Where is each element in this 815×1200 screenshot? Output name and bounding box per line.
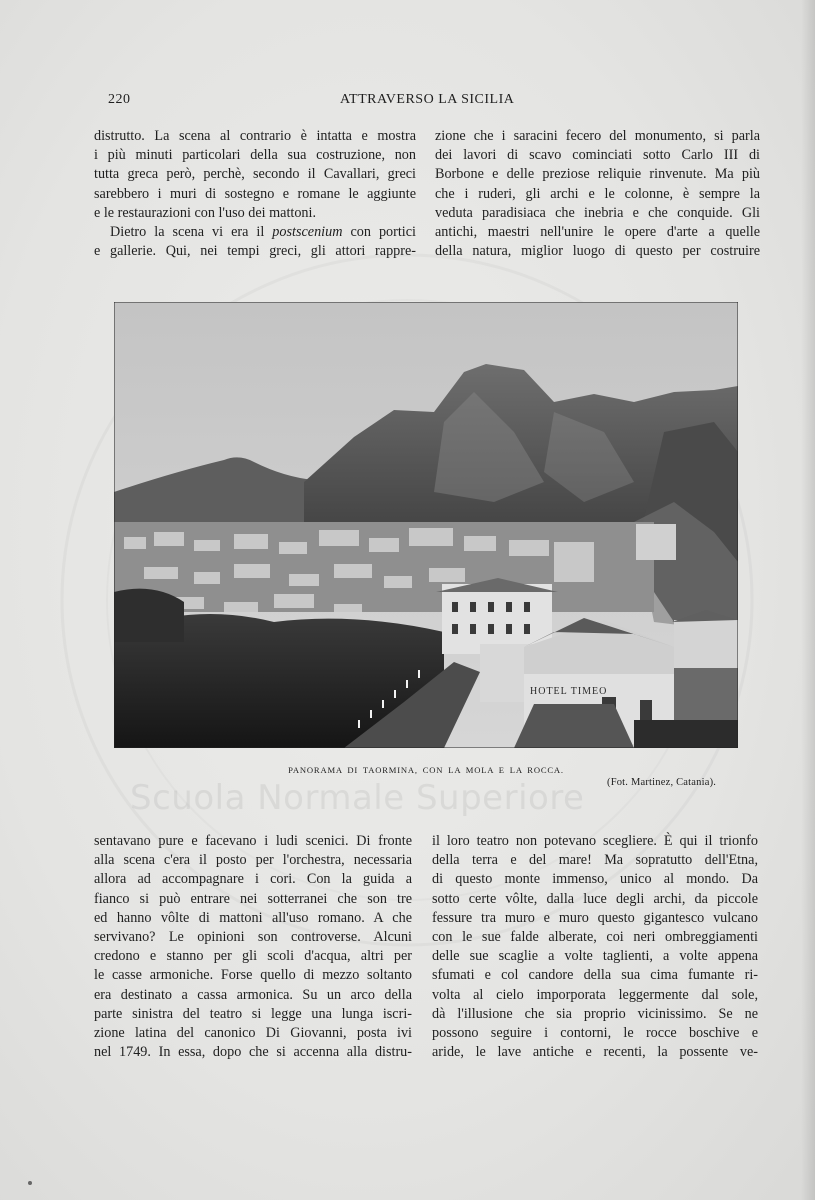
text-line: antichi, maestri nell'unire le opere d'arte a quelle [435, 224, 760, 241]
figure-caption: PANORAMA DI TAORMINA, CON LA MOLA E LA ROCCA. [288, 765, 564, 775]
page-number: 220 [108, 92, 131, 107]
text-line: servivano? Le opinioni son controverse. Alcuni [94, 929, 412, 946]
text-column-top-left [94, 127, 416, 261]
text-line: e gallerie. Qui, nei tempi greci, gli attori rappre- [94, 243, 416, 260]
text-line: nel 1749. In essa, dopo che si accenna alla distru- [94, 1044, 412, 1061]
text-line: delle sue scaglie a volte taglienti, a volte appena [432, 948, 758, 965]
text-line: della terra e del mare! Ma sopratutto dell'Etna, [432, 852, 758, 869]
hotel-sign: HOTEL TIMEO [530, 686, 608, 697]
library-watermark: Scuola Normale Superiore [130, 778, 585, 818]
text-line: allora ad accompagnare i cori. Con la guida a [94, 871, 412, 888]
text-line: parte sinistra del teatro si legge una lunga iscri- [94, 1005, 412, 1022]
text-column-top-right [435, 127, 760, 261]
text-line: zione latina del canonico Di Giovanni, posta ivi [94, 1025, 412, 1042]
paper-speck [28, 1181, 32, 1185]
text-line: dei lavori di scavo cominciati sotto Carlo III di [435, 147, 760, 164]
text-column-bottom-left [94, 832, 412, 1062]
text-line: di questo monte immenso, unico al mondo. Da [432, 871, 758, 888]
running-title: ATTRAVERSO LA SICILIA [340, 92, 515, 107]
text-line: il loro teatro non potevano scegliere. È qui il trionfo [432, 833, 758, 849]
text-line: sfumati e col candore della sua cima fumante ri- [432, 967, 758, 984]
text-line: fianco si può entrare nei sotterranei che son tre [94, 890, 412, 907]
text-line: e le restaurazioni con l'uso dei mattoni. [94, 204, 316, 221]
page-edge-shadow [801, 0, 815, 1200]
text-line: zione che i saracini fecero del monumento, si parla [435, 128, 760, 144]
text-line: sotto certe vôlte, dalla luce degli archi, da piccole [432, 890, 758, 907]
text-line: le casse armoniche. Forse quello di mezzo soltanto [94, 967, 412, 984]
text-line: era destinato a cassa armonica. Su un arco della [94, 986, 412, 1003]
text-line: distrutto. La scena al contrario è intatta e mostra [94, 128, 416, 144]
text-line: dà l'illusione che sia proprio vicinissimo. Se ne [432, 1005, 758, 1022]
text-line: Dietro la scena vi era il postscenium con portici [110, 224, 416, 241]
text-line: sarebbero i muri di sostegno e romane le aggiunte [94, 185, 416, 202]
text-line: con le sue falde alberate, coi neri ombreggiamenti [432, 929, 758, 946]
text-line: veduta paradisiaca che inebria e che conquide. Gli [435, 204, 760, 221]
text-line: credono e stanno per gli scoli d'acqua, altri per [94, 948, 412, 965]
text-line: alla scena c'era il posto per l'orchestra, necessaria [94, 852, 412, 869]
text-line: che i ruderi, gli archi e le colonne, è sempre la [435, 185, 760, 202]
running-head [108, 92, 760, 112]
text-line: Borbone e delle preziose reliquie rinvenute. Ma più [435, 166, 760, 183]
text-line: ed hanno vôlte di mattoni all'uso romano. A che [94, 909, 412, 926]
taormina-panorama-photo [114, 302, 738, 748]
text-line: i più minuti particolari della sua costruzione, non [94, 147, 416, 164]
text-line: possono seguire i contorni, le rocce boschive e [432, 1025, 758, 1042]
photo-credit: (Fot. Martinez, Catania). [607, 777, 717, 788]
text-line: aride, le lave antiche e recenti, la possente ve- [432, 1044, 758, 1061]
text-line: fessure tra muro e muro questo gigantesco vulcano [432, 909, 758, 926]
text-column-bottom-right [432, 832, 758, 1062]
text-line: tutta greca però, perchè, secondo il Cavallari, greci [94, 166, 416, 183]
text-line: volta al cielo imporporata leggermente dal sole, [432, 986, 758, 1003]
text-line: sentavano pure e facevano i ludi scenici. Di fronte [94, 833, 412, 849]
text-line: della natura, miglior luogo di questo per costruire [435, 243, 760, 260]
